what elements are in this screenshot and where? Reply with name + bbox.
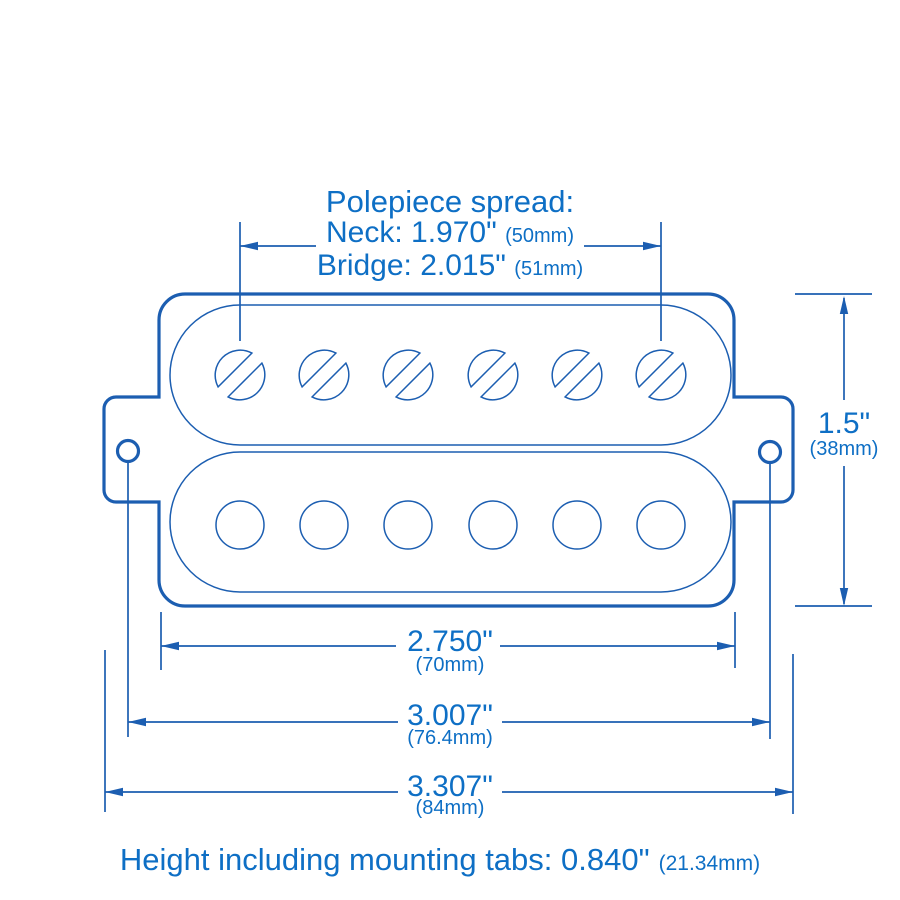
overall-width-mm: (84mm) xyxy=(415,797,485,819)
overall-width-value: 3.307" xyxy=(407,770,493,803)
polepiece-spread-title: Polepiece spread: xyxy=(325,184,575,219)
slug-polepiece xyxy=(469,501,517,549)
hole-spacing-mm: (76.4mm) xyxy=(407,727,493,749)
slug-polepiece xyxy=(553,501,601,549)
screw-polepiece xyxy=(468,350,518,400)
arrowhead xyxy=(840,588,848,606)
screw-polepiece xyxy=(299,350,349,400)
screw-polepiece-row xyxy=(215,350,686,400)
bridge-spread-value: Bridge: 2.015" xyxy=(316,249,506,282)
mounting-hole-left xyxy=(118,441,139,462)
height-caption-label: Height including mounting tabs: 0.840" xyxy=(119,842,650,877)
neck-spread-value: Neck: 1.970" xyxy=(326,216,497,249)
slug-polepiece xyxy=(637,501,685,549)
screw-polepiece xyxy=(215,350,265,400)
slug-polepiece xyxy=(384,501,432,549)
screw-polepiece xyxy=(383,350,433,400)
body-width-mm: (70mm) xyxy=(415,654,485,676)
height-value: 1.5" xyxy=(817,407,871,440)
height-caption xyxy=(0,843,880,883)
height-caption-mm: (21.34mm) xyxy=(658,852,761,875)
neck-spread-mm: (50mm) xyxy=(505,225,574,247)
polepiece-spread-labels xyxy=(0,184,900,284)
arrowhead xyxy=(840,296,848,314)
screw-polepiece xyxy=(552,350,602,400)
slug-polepiece xyxy=(300,501,348,549)
height-mm: (38mm) xyxy=(809,438,879,460)
slug-coil-outline xyxy=(170,452,731,592)
bridge-spread-mm: (51mm) xyxy=(514,258,584,280)
screw-polepiece xyxy=(636,350,686,400)
slug-polepiece xyxy=(216,501,264,549)
hole-spacing-value: 3.007" xyxy=(407,699,493,732)
screw-coil-outline xyxy=(170,305,731,445)
slug-polepiece-row xyxy=(216,501,685,549)
body-width-value: 2.750" xyxy=(407,625,493,658)
baseplate-outline xyxy=(104,294,793,606)
